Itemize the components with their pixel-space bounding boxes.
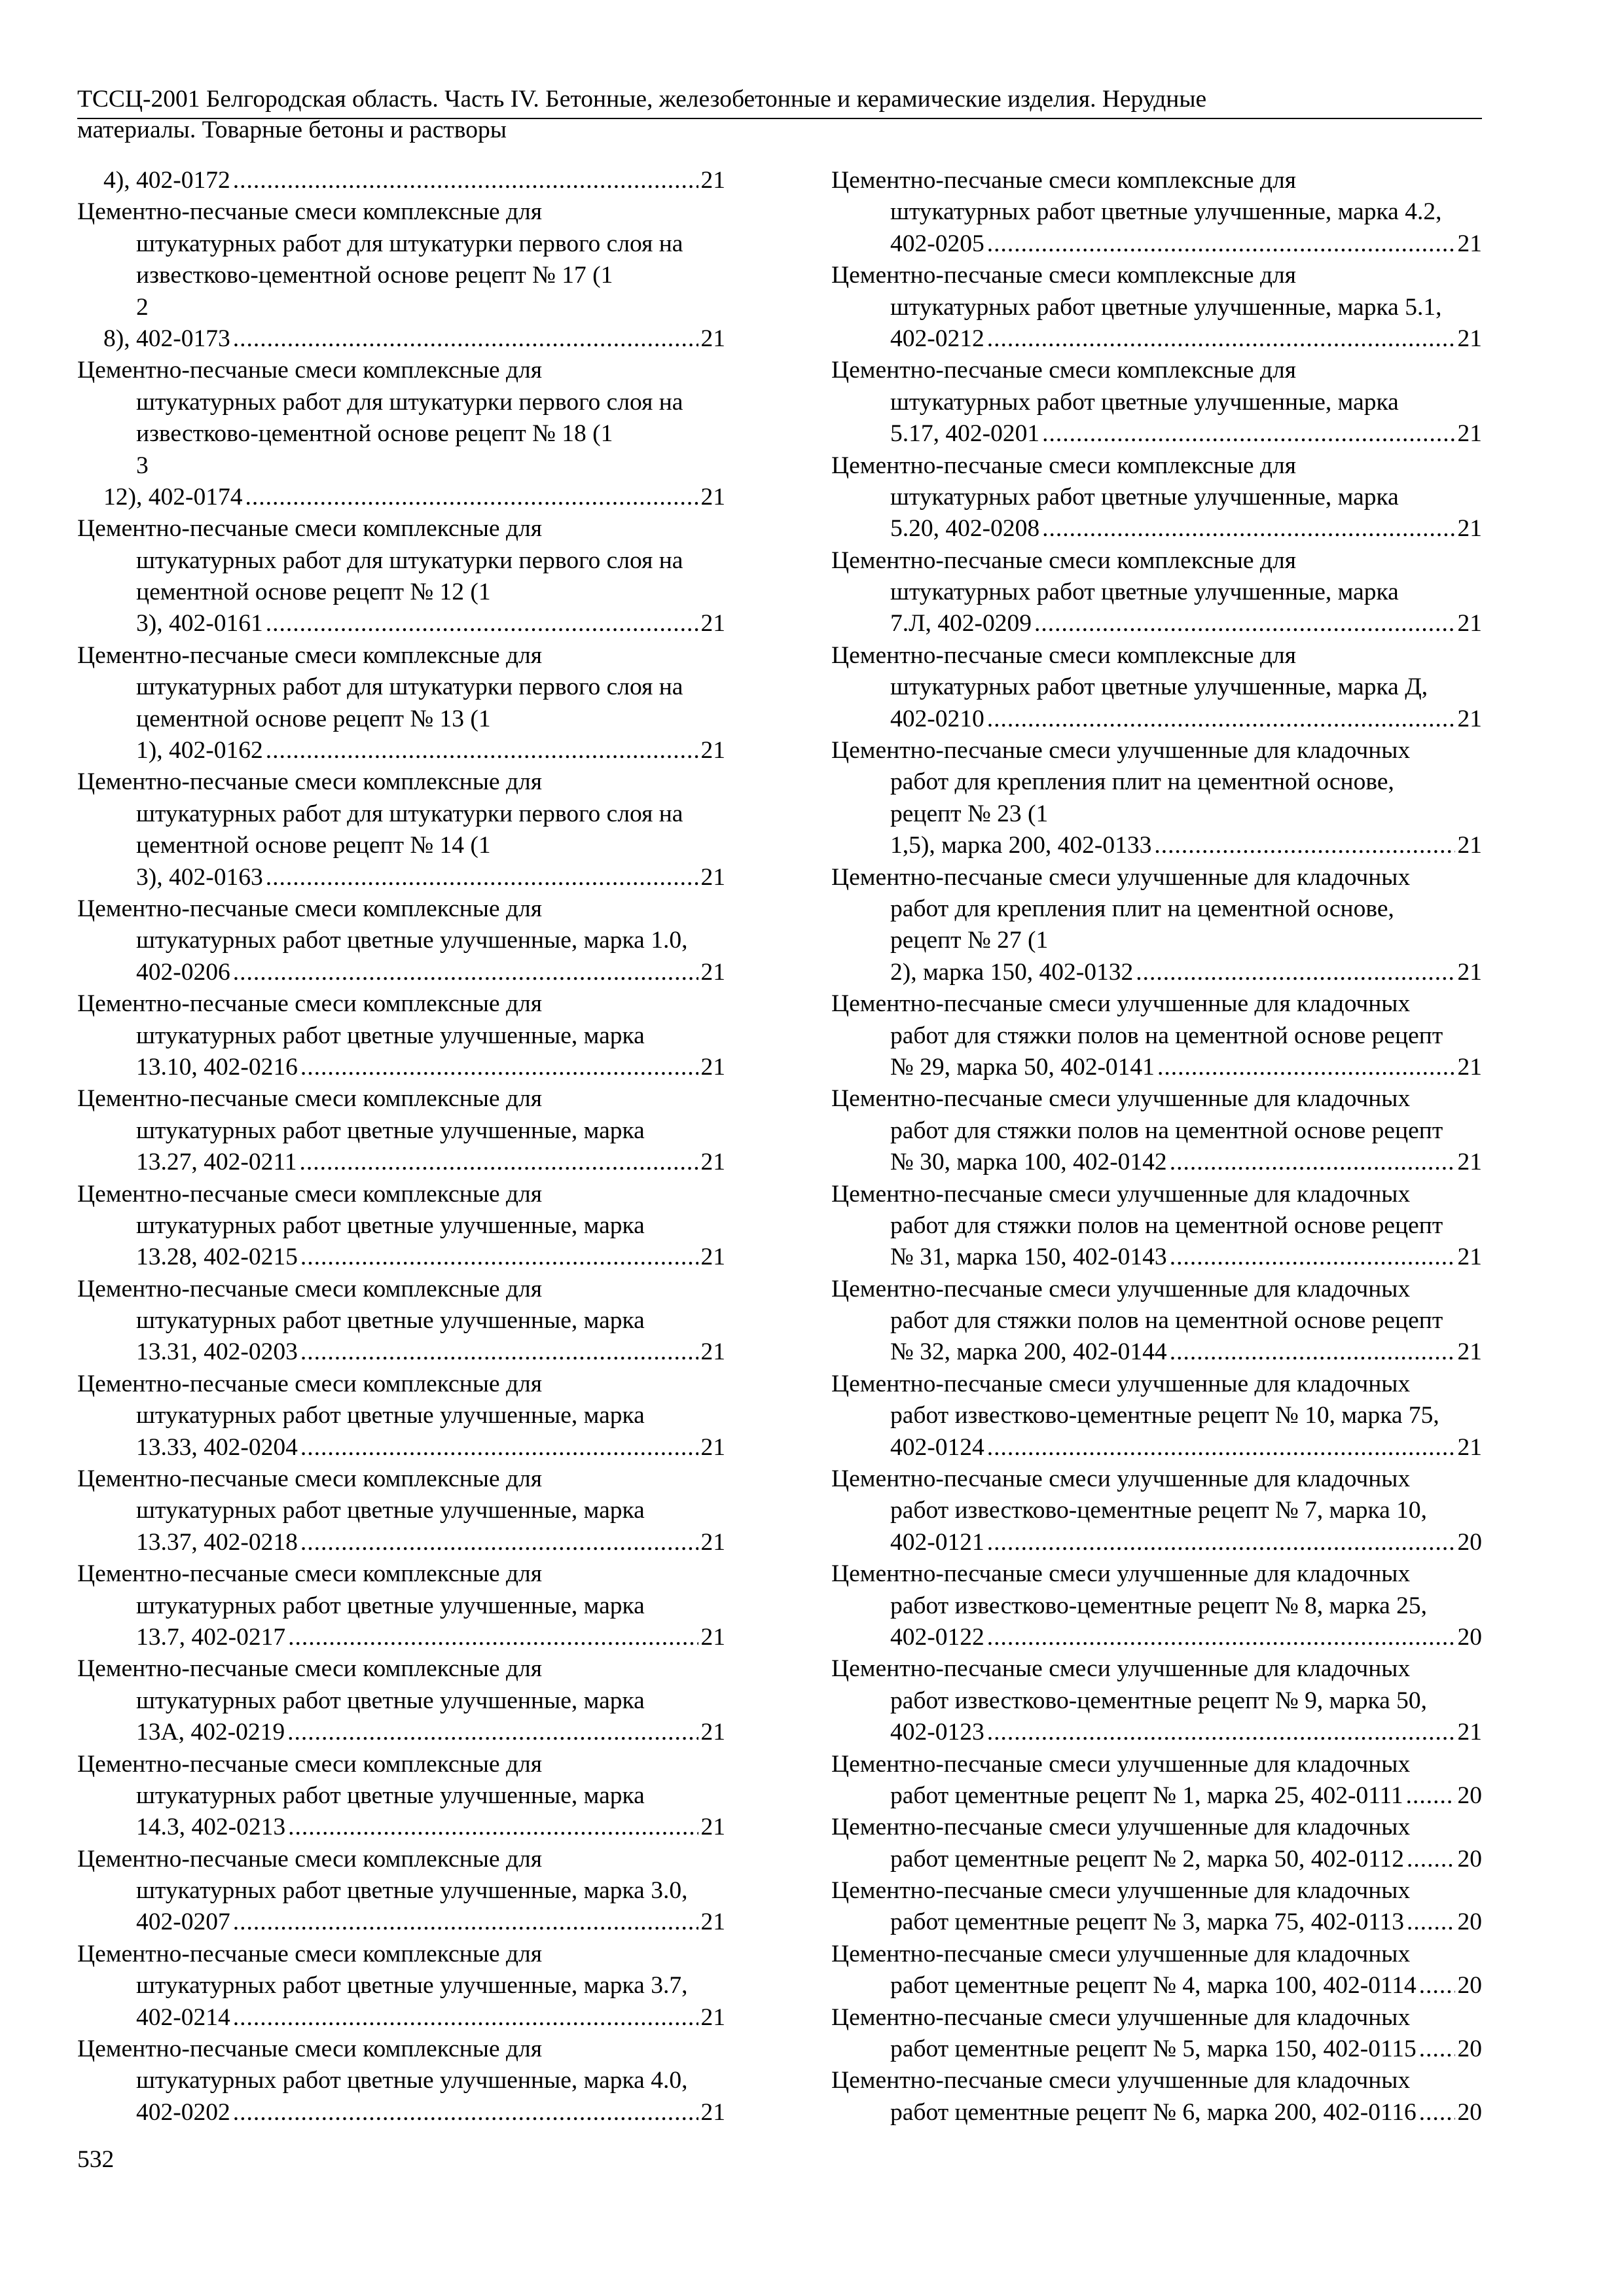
entry-continuation-line: штукатурных работ цветные улучшенные, марка 3.0, bbox=[136, 1877, 688, 1905]
entry-reference: 4), 402-0172 bbox=[103, 167, 230, 194]
entry-continuation-line: рецепт № 23 (1 bbox=[890, 800, 1049, 827]
entry-text-line: Цементно-песчаные смеси комплексные для bbox=[77, 1370, 542, 1397]
entry-text-line: Цементно-песчаные смеси комплексные для bbox=[77, 515, 542, 543]
entry-text-line: Цементно-песчаные смеси комплексные для bbox=[77, 1275, 542, 1302]
entry-text-line: Цементно-песчаные смеси комплексные для bbox=[831, 167, 1296, 194]
entry-reference: 402-0122 bbox=[890, 1623, 984, 1651]
dot-leader bbox=[288, 1812, 698, 1843]
dot-leader bbox=[1407, 1844, 1454, 1875]
entry-page-number: 21 bbox=[700, 483, 725, 511]
entry-reference: 13А, 402-0219 bbox=[136, 1719, 285, 1746]
entry-text-line: Цементно-песчаные смеси улучшенные для кладочных bbox=[831, 1465, 1411, 1493]
dot-leader bbox=[987, 1432, 1455, 1463]
entry-reference: № 31, марка 150, 402-0143 bbox=[890, 1244, 1167, 1271]
entry-continuation-line: работ для крепления плит на цементной основе, bbox=[890, 895, 1394, 922]
entry-continuation-line: цементной основе рецепт № 12 (1 bbox=[136, 579, 491, 606]
entry-text-line: Цементно-песчаные смеси комплексные для bbox=[77, 1845, 542, 1873]
entry-page-number: 21 bbox=[1457, 420, 1482, 448]
entry-page-number: 21 bbox=[700, 1053, 725, 1081]
entry-continuation-line: штукатурных работ цветные улучшенные, марка 5.1, bbox=[890, 293, 1442, 321]
entry-page-number: 21 bbox=[700, 1528, 725, 1556]
entry-reference: работ цементные рецепт № 2, марка 50, 402-0112 bbox=[890, 1845, 1405, 1873]
entry-continuation-line: работ для стяжки полов на цементной основе рецепт bbox=[890, 1117, 1443, 1144]
entry-continuation-line: работ известково-цементные рецепт № 7, марка 10, bbox=[890, 1497, 1428, 1524]
entry-text-line: Цементно-песчаные смеси комплексные для bbox=[77, 1560, 542, 1588]
entry-leader-line bbox=[831, 323, 1482, 355]
entry-text-line: Цементно-песчаные смеси комплексные для bbox=[77, 1465, 542, 1493]
entry-leader-line bbox=[831, 418, 1482, 450]
dot-leader bbox=[233, 2097, 698, 2128]
entry-reference: 7.Л, 402-0209 bbox=[890, 610, 1032, 637]
entry-continuation-line: штукатурных работ для штукатурки первого слоя на bbox=[136, 388, 683, 416]
entry-text-line: Цементно-песчаные смеси улучшенные для кладочных bbox=[831, 1560, 1411, 1588]
entry-leader-line bbox=[831, 1336, 1482, 1368]
dot-leader bbox=[1042, 513, 1454, 545]
entry-text-line: Цементно-песчаные смеси комплексные для bbox=[77, 2036, 542, 2063]
entry-leader-line bbox=[831, 957, 1482, 988]
entry-reference: 402-0214 bbox=[136, 2003, 230, 2031]
index-entry bbox=[77, 1558, 725, 1653]
dot-leader bbox=[300, 1336, 698, 1368]
dot-leader bbox=[1407, 1907, 1454, 1938]
entry-reference: 14.3, 402-0213 bbox=[136, 1814, 286, 1841]
entry-page-number: 21 bbox=[700, 1909, 725, 1936]
entry-reference: работ цементные рецепт № 5, марка 150, 402-0115 bbox=[890, 2036, 1416, 2063]
index-entry bbox=[831, 640, 1482, 735]
index-entry bbox=[831, 545, 1482, 640]
index-entry bbox=[831, 2002, 1482, 2066]
index-entry bbox=[77, 1749, 725, 1844]
entry-text-line: Цементно-песчаные смеси улучшенные для кладочных bbox=[831, 863, 1411, 891]
entry-text-line: Цементно-песчаные смеси улучшенные для кладочных bbox=[831, 1180, 1411, 1208]
dot-leader bbox=[1406, 1780, 1455, 1812]
index-entry bbox=[831, 1875, 1482, 1939]
entry-text-line: Цементно-песчаные смеси комплексные для bbox=[831, 452, 1296, 479]
entry-text-line: Цементно-песчаные смеси комплексные для bbox=[77, 357, 542, 384]
index-entry bbox=[831, 165, 1482, 260]
entry-text-line: Цементно-песчаные смеси улучшенные для кладочных bbox=[831, 1655, 1411, 1683]
entry-continuation-line: работ для стяжки полов на цементной основе рецепт bbox=[890, 1307, 1443, 1335]
index-column-left bbox=[77, 165, 725, 2128]
dot-leader bbox=[1157, 1052, 1455, 1083]
entry-leader-line bbox=[77, 1907, 725, 1938]
index-entry bbox=[831, 450, 1482, 545]
entry-reference: 402-0206 bbox=[136, 958, 230, 986]
index-entry bbox=[77, 1274, 725, 1369]
entry-page-number: 21 bbox=[1457, 230, 1482, 257]
entry-page-number: 21 bbox=[700, 1433, 725, 1461]
header-divider bbox=[77, 118, 1482, 119]
index-entry bbox=[831, 988, 1482, 1083]
dot-leader bbox=[233, 2002, 698, 2034]
index-entry bbox=[831, 1369, 1482, 1463]
entry-continuation-line: известково-цементной основе рецепт № 18 (1 bbox=[136, 420, 613, 448]
entry-page-number: 21 bbox=[1457, 705, 1482, 732]
index-entry bbox=[831, 1558, 1482, 1653]
entry-continuation-line: штукатурных работ цветные улучшенные, марка bbox=[136, 1687, 645, 1714]
entry-text-line: Цементно-песчаные смеси комплексные для bbox=[77, 768, 542, 796]
entry-reference: 12), 402-0174 bbox=[103, 483, 243, 511]
entry-leader-line bbox=[831, 1527, 1482, 1558]
dot-leader bbox=[1136, 957, 1454, 988]
entry-page-number: 20 bbox=[1457, 1623, 1482, 1651]
entry-page-number: 21 bbox=[1457, 1433, 1482, 1461]
dot-leader bbox=[300, 1052, 698, 1083]
entry-leader-line bbox=[77, 735, 725, 766]
entry-continuation-line: цементной основе рецепт № 13 (1 bbox=[136, 705, 491, 732]
entry-leader-line bbox=[77, 165, 725, 196]
entry-reference: работ цементные рецепт № 6, марка 200, 402-0116 bbox=[890, 2098, 1416, 2126]
entry-text-line: Цементно-песчаные смеси улучшенные для кладочных bbox=[831, 1085, 1411, 1113]
entry-page-number: 21 bbox=[700, 1338, 725, 1366]
entry-text-line: Цементно-песчаные смеси комплексные для bbox=[77, 895, 542, 922]
entry-text-line: Цементно-песчаные смеси улучшенные для кладочных bbox=[831, 990, 1411, 1018]
entry-reference: 1), 402-0162 bbox=[136, 737, 263, 764]
entry-page-number: 21 bbox=[700, 2003, 725, 2031]
entry-continuation-line: штукатурных работ цветные улучшенные, марка bbox=[136, 1592, 645, 1619]
index-entry bbox=[77, 766, 725, 893]
entry-page-number: 20 bbox=[1457, 1782, 1482, 1809]
entry-leader-line bbox=[77, 1242, 725, 1273]
entry-leader-line bbox=[831, 228, 1482, 260]
entry-text-line: Цементно-песчаные смеси комплексные для bbox=[77, 1655, 542, 1683]
entry-text-line: Цементно-песчаные смеси улучшенные для кладочных bbox=[831, 1940, 1411, 1967]
entry-page-number: 21 bbox=[700, 863, 725, 891]
dot-leader bbox=[1042, 418, 1454, 450]
dot-leader bbox=[987, 228, 1455, 260]
entry-text-line: Цементно-песчаные смеси комплексные для bbox=[77, 1940, 542, 1967]
entry-leader-line bbox=[77, 2002, 725, 2034]
entry-reference: 13.28, 402-0215 bbox=[136, 1244, 298, 1271]
entry-text-line: Цементно-песчаные смеси комплексные для bbox=[831, 262, 1296, 289]
entry-page-number: 21 bbox=[700, 1244, 725, 1271]
entry-leader-line bbox=[831, 1970, 1482, 2001]
entry-continuation-line: штукатурных работ цветные улучшенные, марка Д, bbox=[890, 673, 1428, 701]
entry-page-number: 20 bbox=[1457, 1528, 1482, 1556]
entry-leader-line bbox=[831, 1622, 1482, 1653]
entry-text-line: Цементно-песчаные смеси комплексные для bbox=[77, 1085, 542, 1113]
entry-reference: работ цементные рецепт № 3, марка 75, 402-0113 bbox=[890, 1909, 1405, 1936]
dot-leader bbox=[1170, 1336, 1455, 1368]
entry-reference: 402-0202 bbox=[136, 2098, 230, 2126]
index-column-right bbox=[831, 165, 1482, 2128]
entry-leader-line bbox=[831, 1052, 1482, 1083]
entry-continuation-line: работ для стяжки полов на цементной основе рецепт bbox=[890, 1022, 1443, 1049]
index-entry bbox=[831, 1274, 1482, 1369]
entry-continuation-line: работ известково-цементные рецепт № 8, марка 25, bbox=[890, 1592, 1428, 1619]
entry-page-number: 21 bbox=[700, 1149, 725, 1176]
dot-leader bbox=[1154, 830, 1454, 861]
dot-leader bbox=[233, 957, 698, 988]
entry-continuation-line: штукатурных работ для штукатурки первого слоя на bbox=[136, 673, 683, 701]
index-entry bbox=[77, 1083, 725, 1178]
entry-text-line: Цементно-песчаные смеси улучшенные для кладочных bbox=[831, 1814, 1411, 1841]
entry-text-line: Цементно-песчаные смеси комплексные для bbox=[77, 198, 542, 226]
entry-continuation-line: штукатурных работ цветные улучшенные, марка bbox=[136, 1307, 645, 1335]
index-entry bbox=[831, 735, 1482, 862]
entry-text-line: Цементно-песчаные смеси комплексные для bbox=[77, 990, 542, 1018]
entry-page-number: 21 bbox=[1457, 1719, 1482, 1746]
index-entry bbox=[831, 1653, 1482, 1748]
entry-leader-line bbox=[77, 1336, 725, 1368]
entry-continuation-line: штукатурных работ для штукатурки первого слоя на bbox=[136, 230, 683, 257]
entry-leader-line bbox=[77, 1052, 725, 1083]
entry-page-number: 21 bbox=[1457, 515, 1482, 543]
index-entry bbox=[831, 355, 1482, 450]
entry-page-number: 21 bbox=[700, 167, 725, 194]
index-entry bbox=[831, 1939, 1482, 2002]
index-entry bbox=[77, 1939, 725, 2034]
entry-leader-line bbox=[77, 1432, 725, 1463]
entry-reference: работ цементные рецепт № 4, марка 100, 402-0114 bbox=[890, 1972, 1416, 2000]
entry-leader-line bbox=[831, 1432, 1482, 1463]
entry-text-line: Цементно-песчаные смеси улучшенные для кладочных bbox=[831, 1275, 1411, 1302]
entry-reference: работ цементные рецепт № 1, марка 25, 402-0111 bbox=[890, 1782, 1403, 1809]
dot-leader bbox=[987, 704, 1455, 735]
entry-leader-line bbox=[831, 1242, 1482, 1273]
index-entry bbox=[831, 1179, 1482, 1274]
entry-reference: 13.37, 402-0218 bbox=[136, 1528, 298, 1556]
entry-page-number: 20 bbox=[1457, 2098, 1482, 2126]
entry-reference: 402-0123 bbox=[890, 1719, 984, 1746]
entry-page-number: 20 bbox=[1457, 1972, 1482, 2000]
entry-text-line: Цементно-песчаные смеси улучшенные для кладочных bbox=[831, 737, 1411, 764]
entry-leader-line bbox=[831, 2097, 1482, 2128]
entry-reference: № 30, марка 100, 402-0142 bbox=[890, 1149, 1167, 1176]
dot-leader bbox=[1419, 2097, 1455, 2128]
entry-leader-line bbox=[831, 1907, 1482, 1938]
dot-leader bbox=[300, 1432, 698, 1463]
index-entry bbox=[77, 1844, 725, 1939]
entry-continuation-line: штукатурных работ цветные улучшенные, марка bbox=[890, 579, 1399, 606]
entry-leader-line bbox=[77, 1622, 725, 1653]
index-entry bbox=[77, 165, 725, 196]
entry-continuation-line: штукатурных работ цветные улучшенные, марка bbox=[136, 1022, 645, 1049]
entry-leader-line bbox=[831, 608, 1482, 639]
header-line-2: материалы. Товарные бетоны и растворы bbox=[77, 117, 507, 143]
index-entry bbox=[831, 2065, 1482, 2128]
entry-continuation-line: штукатурных работ цветные улучшенные, марка bbox=[136, 1117, 645, 1144]
entry-page-number: 21 bbox=[700, 325, 725, 352]
entry-page-number: 21 bbox=[700, 610, 725, 637]
entry-leader-line bbox=[77, 1147, 725, 1178]
index-entry bbox=[831, 1463, 1482, 1558]
entry-text-line: Цементно-песчаные смеси улучшенные для кладочных bbox=[831, 2067, 1411, 2094]
entry-continuation-line: работ для крепления плит на цементной основе, bbox=[890, 768, 1394, 796]
index-entry bbox=[77, 355, 725, 513]
index-entry bbox=[77, 893, 725, 988]
page-number: 532 bbox=[77, 2146, 115, 2173]
index-entry bbox=[77, 513, 725, 640]
entry-leader-line bbox=[77, 608, 725, 639]
entry-continuation-line: штукатурных работ цветные улучшенные, марка bbox=[136, 1782, 645, 1809]
entry-reference: 5.20, 402-0208 bbox=[890, 515, 1040, 543]
dot-leader bbox=[299, 1147, 698, 1178]
entry-reference: 402-0124 bbox=[890, 1433, 984, 1461]
entry-continuation-line: 2 bbox=[136, 293, 149, 321]
entry-leader-line bbox=[831, 513, 1482, 545]
entry-page-number: 21 bbox=[700, 2098, 725, 2126]
entry-reference: 13.10, 402-0216 bbox=[136, 1053, 298, 1081]
entry-page-number: 21 bbox=[700, 737, 725, 764]
entry-reference: 402-0210 bbox=[890, 705, 984, 732]
entry-leader-line bbox=[77, 1812, 725, 1843]
dot-leader bbox=[987, 1527, 1455, 1558]
dot-leader bbox=[1419, 1970, 1455, 2001]
dot-leader bbox=[1419, 2034, 1455, 2065]
index-entry bbox=[77, 2034, 725, 2128]
entry-leader-line bbox=[831, 1780, 1482, 1812]
entry-continuation-line: штукатурных работ цветные улучшенные, марка bbox=[136, 1402, 645, 1429]
entry-continuation-line: работ известково-цементные рецепт № 9, марка 50, bbox=[890, 1687, 1428, 1714]
entry-leader-line bbox=[77, 957, 725, 988]
entry-continuation-line: известково-цементной основе рецепт № 17 (1 bbox=[136, 262, 613, 289]
entry-text-line: Цементно-песчаные смеси комплексные для bbox=[77, 1180, 542, 1208]
entry-text-line: Цементно-песчаные смеси улучшенные для кладочных bbox=[831, 1877, 1411, 1905]
header-line-1: ТССЦ-2001 Белгородская область. Часть IV. Бетонные, железобетонные и керамические изделия. Нерудные bbox=[77, 86, 1207, 113]
entry-page-number: 20 bbox=[1457, 1845, 1482, 1873]
entry-continuation-line: штукатурных работ цветные улучшенные, марка 4.2, bbox=[890, 198, 1442, 226]
entry-reference: 1,5), марка 200, 402-0133 bbox=[890, 832, 1152, 859]
index-entry bbox=[77, 640, 725, 767]
entry-page-number: 21 bbox=[1457, 1244, 1482, 1271]
dot-leader bbox=[300, 1527, 698, 1558]
entry-continuation-line: штукатурных работ цветные улучшенные, марка bbox=[890, 388, 1399, 416]
index-entry bbox=[77, 1653, 725, 1748]
dot-leader bbox=[266, 735, 698, 766]
entry-reference: 2), марка 150, 402-0132 bbox=[890, 958, 1134, 986]
entry-continuation-line: штукатурных работ цветные улучшенные, марка 3.7, bbox=[136, 1972, 688, 2000]
entry-page-number: 21 bbox=[1457, 1149, 1482, 1176]
dot-leader bbox=[1034, 608, 1454, 639]
entry-leader-line bbox=[77, 2097, 725, 2128]
entry-continuation-line: штукатурных работ цветные улучшенные, марка 1.0, bbox=[136, 927, 688, 954]
entry-leader-line bbox=[77, 482, 725, 513]
entry-reference: 3), 402-0163 bbox=[136, 863, 263, 891]
page-header bbox=[77, 84, 1482, 145]
index-entry bbox=[831, 260, 1482, 355]
entry-leader-line bbox=[831, 704, 1482, 735]
entry-reference: 3), 402-0161 bbox=[136, 610, 263, 637]
entry-leader-line bbox=[831, 1147, 1482, 1178]
entry-page-number: 21 bbox=[700, 1719, 725, 1746]
entry-leader-line bbox=[831, 830, 1482, 861]
dot-leader bbox=[1170, 1147, 1455, 1178]
dot-leader bbox=[233, 323, 698, 355]
dot-leader bbox=[987, 323, 1455, 355]
dot-leader bbox=[300, 1242, 698, 1273]
entry-page-number: 21 bbox=[1457, 1338, 1482, 1366]
dot-leader bbox=[288, 1622, 698, 1653]
entry-page-number: 20 bbox=[1457, 2036, 1482, 2063]
entry-page-number: 21 bbox=[700, 958, 725, 986]
entry-continuation-line: штукатурных работ цветные улучшенные, марка 4.0, bbox=[136, 2067, 688, 2094]
dot-leader bbox=[1170, 1242, 1455, 1273]
entry-reference: № 29, марка 50, 402-0141 bbox=[890, 1053, 1155, 1081]
dot-leader bbox=[266, 608, 698, 639]
entry-page-number: 21 bbox=[1457, 610, 1482, 637]
entry-leader-line bbox=[831, 1717, 1482, 1748]
index-entry bbox=[831, 862, 1482, 989]
dot-leader bbox=[233, 165, 698, 196]
entry-continuation-line: штукатурных работ цветные улучшенные, марка bbox=[890, 483, 1399, 511]
entry-continuation-line: штукатурных работ для штукатурки первого слоя на bbox=[136, 800, 683, 827]
entry-continuation-line: цементной основе рецепт № 14 (1 bbox=[136, 832, 491, 859]
dot-leader bbox=[987, 1717, 1455, 1748]
entry-page-number: 21 bbox=[1457, 832, 1482, 859]
entry-page-number: 20 bbox=[1457, 1909, 1482, 1936]
index-entry bbox=[831, 1083, 1482, 1178]
index-entry bbox=[77, 988, 725, 1083]
entry-page-number: 21 bbox=[1457, 1053, 1482, 1081]
entry-continuation-line: работ известково-цементные рецепт № 10, марка 75, bbox=[890, 1402, 1439, 1429]
index-entry bbox=[77, 1463, 725, 1558]
entry-continuation-line: рецепт № 27 (1 bbox=[890, 927, 1049, 954]
entry-leader-line bbox=[77, 862, 725, 893]
entry-leader-line bbox=[77, 1717, 725, 1748]
dot-leader bbox=[233, 1907, 698, 1938]
entry-text-line: Цементно-песчаные смеси улучшенные для кладочных bbox=[831, 1370, 1411, 1397]
entry-text-line: Цементно-песчаные смеси комплексные для bbox=[77, 1750, 542, 1778]
index-entry bbox=[831, 1749, 1482, 1812]
entry-page-number: 21 bbox=[700, 1814, 725, 1841]
entry-text-line: Цементно-песчаные смеси комплексные для bbox=[831, 641, 1296, 669]
entry-reference: 13.7, 402-0217 bbox=[136, 1623, 286, 1651]
entry-text-line: Цементно-песчаные смеси улучшенные для кладочных bbox=[831, 2003, 1411, 2031]
entry-text-line: Цементно-песчаные смеси комплексные для bbox=[831, 357, 1296, 384]
entry-continuation-line: штукатурных работ для штукатурки первого слоя на bbox=[136, 547, 683, 574]
dot-leader bbox=[266, 862, 698, 893]
entry-continuation-line: работ для стяжки полов на цементной основе рецепт bbox=[890, 1211, 1443, 1239]
index-entry bbox=[77, 196, 725, 355]
entry-text-line: Цементно-песчаные смеси улучшенные для кладочных bbox=[831, 1750, 1411, 1778]
entry-page-number: 21 bbox=[700, 1623, 725, 1651]
index-entry bbox=[77, 1179, 725, 1274]
entry-reference: 13.31, 402-0203 bbox=[136, 1338, 298, 1366]
entry-leader-line bbox=[77, 1527, 725, 1558]
entry-text-line: Цементно-песчаные смеси комплексные для bbox=[77, 641, 542, 669]
entry-reference: 402-0207 bbox=[136, 1909, 230, 1936]
entry-leader-line bbox=[831, 2034, 1482, 2065]
dot-leader bbox=[245, 482, 698, 513]
entry-leader-line bbox=[831, 1844, 1482, 1875]
entry-reference: 5.17, 402-0201 bbox=[890, 420, 1040, 448]
dot-leader bbox=[987, 1622, 1455, 1653]
entry-reference: 402-0205 bbox=[890, 230, 984, 257]
entry-page-number: 21 bbox=[1457, 325, 1482, 352]
entry-reference: 13.27, 402-0211 bbox=[136, 1149, 297, 1176]
entry-reference: 402-0212 bbox=[890, 325, 984, 352]
index-entry bbox=[77, 1369, 725, 1463]
entry-reference: 8), 402-0173 bbox=[103, 325, 230, 352]
entry-page-number: 21 bbox=[1457, 958, 1482, 986]
entry-continuation-line: штукатурных работ цветные улучшенные, марка bbox=[136, 1497, 645, 1524]
dot-leader bbox=[287, 1717, 698, 1748]
entry-continuation-line: штукатурных работ цветные улучшенные, марка bbox=[136, 1211, 645, 1239]
index-entry bbox=[831, 1812, 1482, 1875]
entry-reference: 13.33, 402-0204 bbox=[136, 1433, 298, 1461]
entry-text-line: Цементно-песчаные смеси комплексные для bbox=[831, 547, 1296, 574]
entry-reference: 402-0121 bbox=[890, 1528, 984, 1556]
entry-continuation-line: 3 bbox=[136, 452, 149, 479]
entry-reference: № 32, марка 200, 402-0144 bbox=[890, 1338, 1167, 1366]
entry-leader-line bbox=[77, 323, 725, 355]
